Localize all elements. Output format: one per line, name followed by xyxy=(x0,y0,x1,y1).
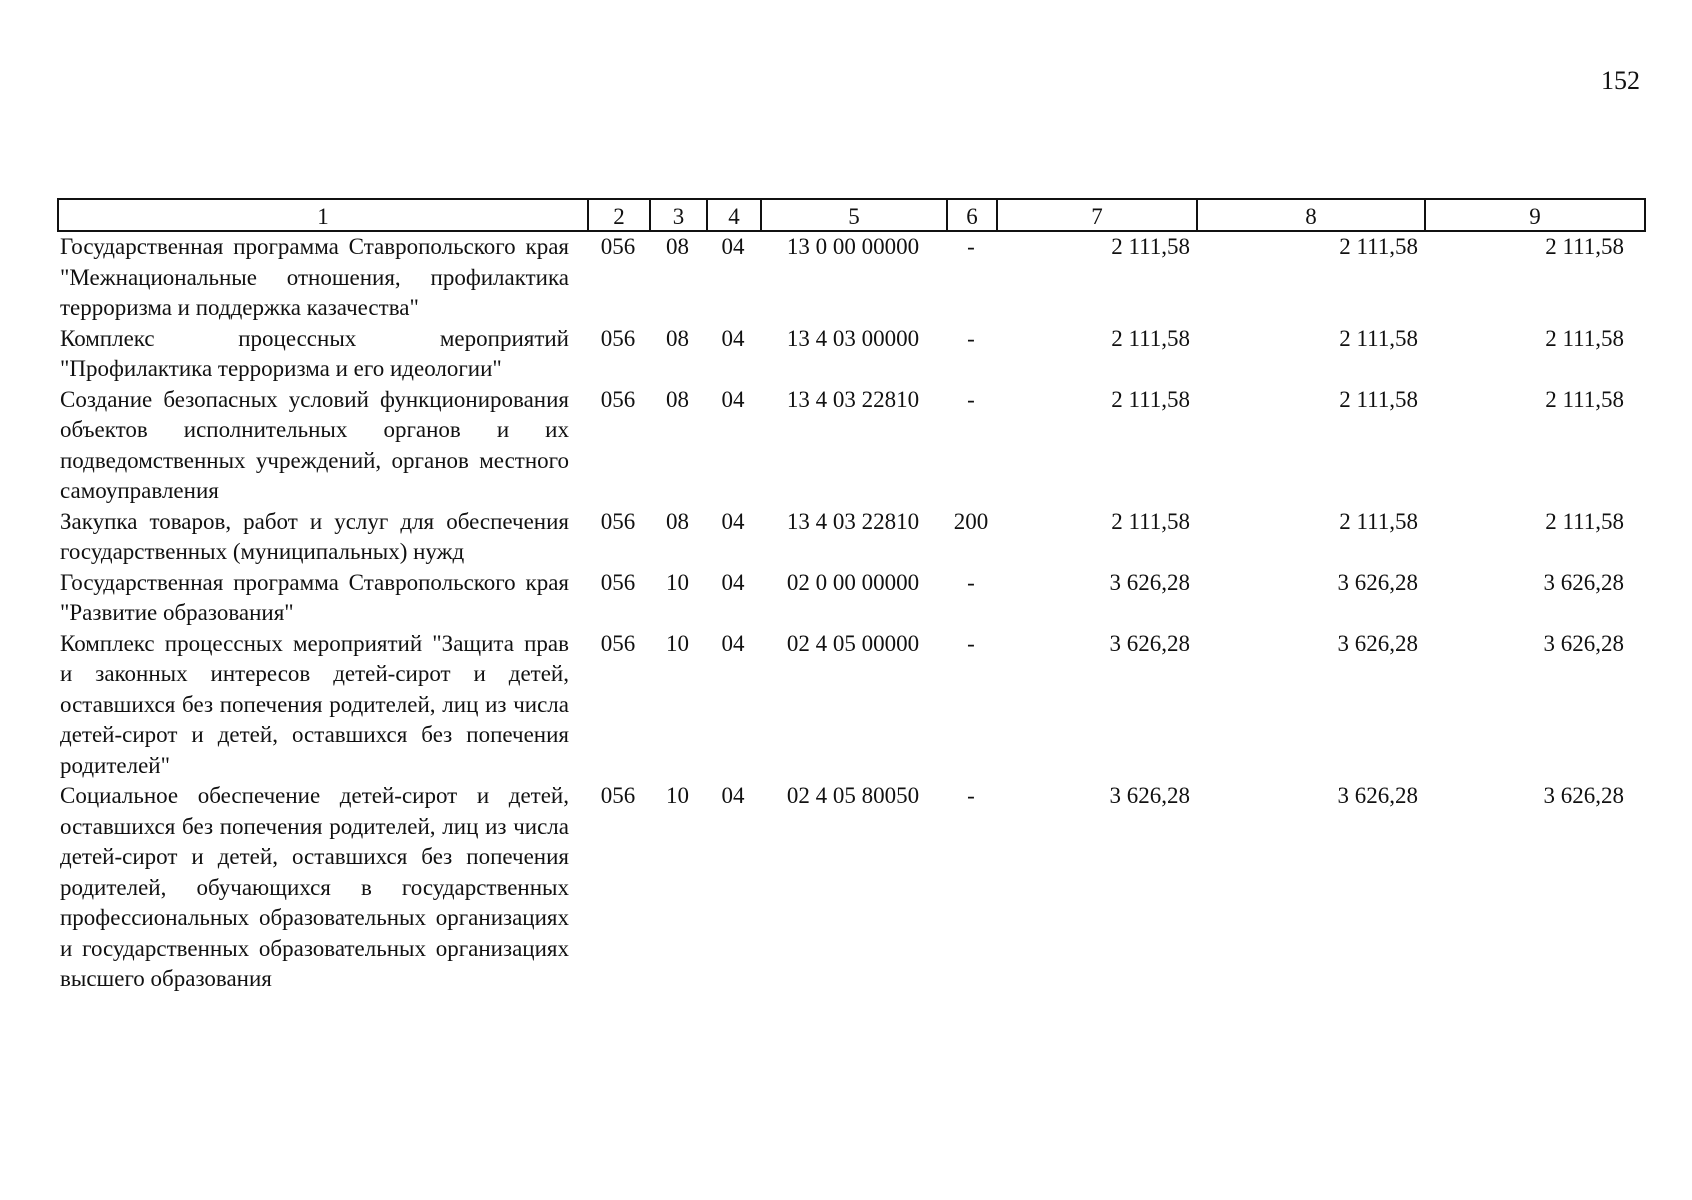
row-name: Создание безопасных условий функционирования объектов исполнительных органов и их подведомственных учреждений, органов местного самоуправления xyxy=(60,386,569,503)
cell-section-code: 08 xyxy=(666,386,689,412)
cell-expense-type: - xyxy=(967,569,975,595)
cell-ministry-code: 056 xyxy=(600,386,636,412)
column-header-6: 6 xyxy=(946,198,996,232)
column-header-1: 1 xyxy=(57,198,587,232)
cell-expense-type: 200 xyxy=(953,508,989,534)
cell-expense-type: - xyxy=(967,386,975,412)
row-name: Закупка товаров, работ и услуг для обеспечения государственных (муниципальных) нужд xyxy=(60,508,569,564)
cell-amount-9: 2 111,58 xyxy=(1545,508,1624,534)
cell-section-code: 10 xyxy=(666,630,689,656)
column-header-5: 5 xyxy=(760,198,946,232)
cell-ministry-code: 056 xyxy=(600,630,636,656)
row-name: Социальное обеспечение детей-сирот и детей, оставшихся без попечения родителей, лиц из числа детей-сирот и детей, оставшихся без попечения родителей, обучающихся в государственных профессиональных образовательных организациях и государственных образовательных организациях высшего образования xyxy=(60,783,569,991)
column-header-7: 7 xyxy=(996,198,1196,232)
cell-amount-8: 3 626,28 xyxy=(1337,569,1418,595)
cell-amount-7: 2 111,58 xyxy=(1111,325,1190,351)
cell-ministry-code: 056 xyxy=(600,325,636,351)
cell-expense-type: - xyxy=(967,630,975,656)
column-header-4: 4 xyxy=(706,198,760,232)
cell-subsection-code: 04 xyxy=(721,386,745,412)
cell-ministry-code: 056 xyxy=(600,569,636,595)
column-header-3: 3 xyxy=(649,198,706,232)
cell-target-article: 13 0 00 00000 xyxy=(786,234,920,259)
cell-ministry-code: 056 xyxy=(600,508,636,534)
cell-amount-9: 2 111,58 xyxy=(1545,386,1624,412)
cell-amount-9: 2 111,58 xyxy=(1545,325,1624,351)
row-name: Комплекс процессных мероприятий "Профилактика терроризма и его идеологии" xyxy=(60,325,569,381)
cell-amount-7: 2 111,58 xyxy=(1111,508,1190,534)
cell-target-article: 02 4 05 00000 xyxy=(786,630,920,656)
header-row xyxy=(57,198,1646,232)
cell-expense-type: - xyxy=(967,325,975,351)
row-name: Государственная программа Ставропольского края "Развитие образования" xyxy=(60,569,569,625)
cell-amount-7: 3 626,28 xyxy=(1109,569,1190,595)
cell-section-code: 10 xyxy=(666,783,689,808)
cell-section-code: 10 xyxy=(666,569,689,595)
row-name: Комплекс процессных мероприятий "Защита прав и законных интересов детей-сирот и детей, оставшихся без попечения родителей, лиц из числа детей-сирот и детей, оставшихся без попечения родителей" xyxy=(60,630,569,778)
cell-section-code: 08 xyxy=(666,234,689,259)
cell-target-article: 02 4 05 80050 xyxy=(786,783,920,808)
cell-expense-type: - xyxy=(967,783,975,808)
cell-amount-7: 2 111,58 xyxy=(1111,234,1190,259)
cell-amount-7: 3 626,28 xyxy=(1109,783,1190,808)
cell-amount-8: 2 111,58 xyxy=(1339,508,1418,534)
cell-amount-8: 2 111,58 xyxy=(1339,325,1418,351)
cell-amount-8: 3 626,28 xyxy=(1337,783,1418,808)
table-row xyxy=(57,629,1646,782)
table-row xyxy=(57,781,1646,995)
cell-subsection-code: 04 xyxy=(721,630,745,656)
column-header-2: 2 xyxy=(587,198,649,232)
table-row xyxy=(57,385,1646,507)
cell-subsection-code: 04 xyxy=(721,325,745,351)
cell-target-article: 13 4 03 22810 xyxy=(786,508,920,534)
cell-target-article: 13 4 03 00000 xyxy=(786,325,920,351)
table-row xyxy=(57,232,1646,324)
cell-ministry-code: 056 xyxy=(600,783,636,808)
cell-amount-8: 2 111,58 xyxy=(1339,234,1418,259)
cell-amount-9: 3 626,28 xyxy=(1543,630,1624,656)
column-header-9: 9 xyxy=(1424,198,1646,232)
cell-subsection-code: 04 xyxy=(721,508,745,534)
budget-table xyxy=(57,198,1646,995)
cell-amount-9: 3 626,28 xyxy=(1543,569,1624,595)
cell-subsection-code: 04 xyxy=(721,569,745,595)
cell-amount-8: 3 626,28 xyxy=(1337,630,1418,656)
cell-subsection-code: 04 xyxy=(721,234,745,259)
table-row xyxy=(57,507,1646,568)
table-row xyxy=(57,324,1646,385)
row-name: Государственная программа Ставропольского края "Межнациональные отношения, профилактика терроризма и поддержка казачества" xyxy=(60,234,569,320)
cell-ministry-code: 056 xyxy=(600,234,636,259)
cell-amount-8: 2 111,58 xyxy=(1339,386,1418,412)
cell-amount-7: 2 111,58 xyxy=(1111,386,1190,412)
cell-target-article: 13 4 03 22810 xyxy=(786,386,920,412)
cell-subsection-code: 04 xyxy=(721,783,745,808)
cell-amount-9: 2 111,58 xyxy=(1545,234,1624,259)
cell-expense-type: - xyxy=(967,234,975,259)
cell-target-article: 02 0 00 00000 xyxy=(786,569,920,595)
cell-section-code: 08 xyxy=(666,325,689,351)
cell-amount-9: 3 626,28 xyxy=(1543,783,1624,808)
column-header-8: 8 xyxy=(1196,198,1424,232)
cell-amount-7: 3 626,28 xyxy=(1109,630,1190,656)
table-row xyxy=(57,568,1646,629)
page-number: 152 xyxy=(1601,66,1640,95)
cell-section-code: 08 xyxy=(666,508,689,534)
